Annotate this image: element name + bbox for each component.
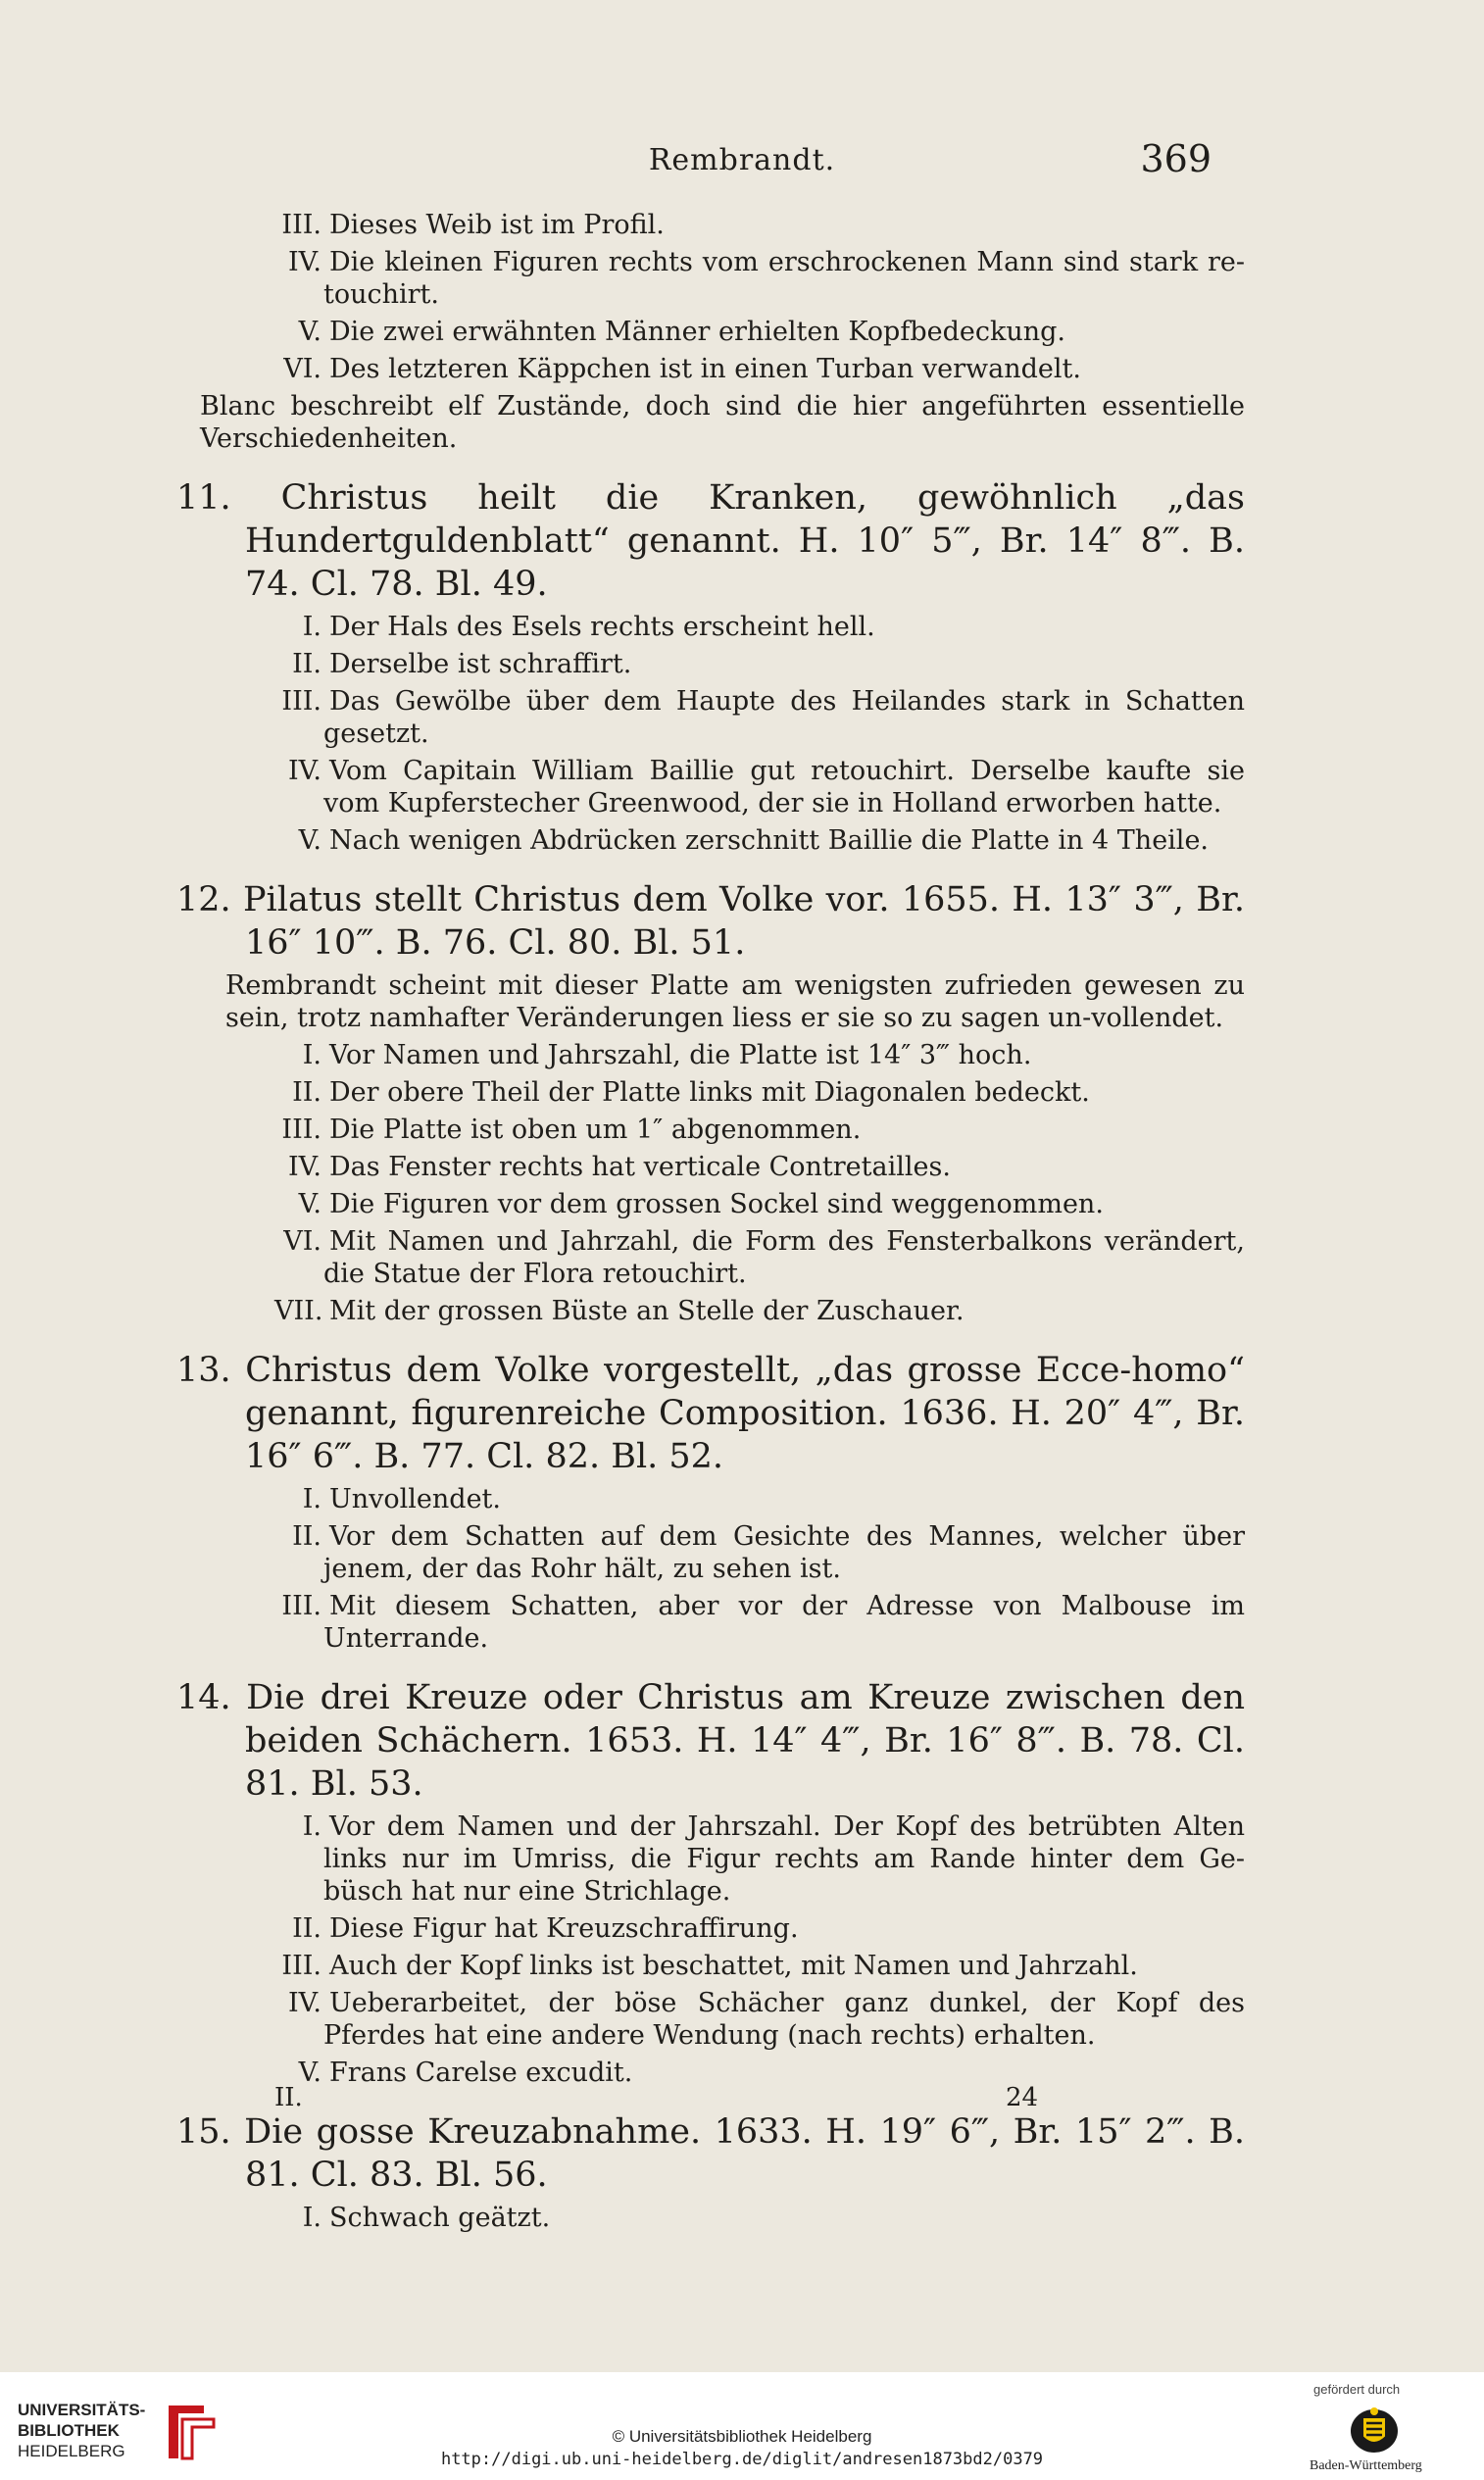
baden-wuerttemberg-crest-icon [1345, 2402, 1404, 2456]
state-item: III. Die Platte ist oben um 1″ abgenommen. [281, 1115, 862, 1145]
catalog-entry [176, 476, 1245, 857]
page-number: 369 [1140, 137, 1212, 180]
entry-heading: 11. Christus heilt die Kranken, gewöhnlich „das Hundertguldenblatt“ genannt. H. 10″ 5‴, Br. 14″ 8‴. B. 74. Cl. 78. Bl. 49. [176, 478, 1245, 604]
running-title: Rembrandt. [648, 143, 836, 177]
state-item: VI. Mit Namen und Jahrzahl, die Form des Fensterbalkons verändert, die Statue der Flora retouchirt. [283, 1226, 1245, 1289]
state-item: III. Dieses Weib ist im Profil. [281, 210, 665, 240]
state-item: IV. Ueberarbeitet, der böse Schächer ganz dunkel, der Kopf des Pferdes hat eine andere Wendung (nach rechts) erhalten. [287, 1988, 1245, 2051]
state-item: V. Frans Carelse excudit. [298, 2058, 633, 2088]
entry-heading: 12. Pilatus stellt Christus dem Volke vor. 1655. H. 13″ 3‴, Br. 16″ 10‴. B. 76. Cl. 80. Bl. 51. [176, 880, 1245, 963]
entry-note: Blanc beschreibt elf Zustände, doch sind die hier angeführten essentielle Verschiedenheiten. [200, 391, 1245, 454]
state-item: IV. Das Fenster rechts hat verticale Contretailles. [287, 1152, 951, 1182]
state-item: I. Vor Namen und Jahrszahl, die Platte ist 14″ 3‴ hoch. [302, 1040, 1032, 1070]
state-item: IV. Die kleinen Figuren rechts vom erschrockenen Mann sind stark re-touchirt. [287, 247, 1245, 310]
state-item: IV. Vom Capitain William Baillie gut retouchirt. Derselbe kaufte sie vom Kupferstecher Greenwood, der sie in Holland erworben hatte. [287, 756, 1245, 818]
page-header [0, 137, 1484, 196]
sponsor-name: Baden-Württemberg [1310, 2458, 1422, 2473]
state-item: I. Unvollendet. [302, 1484, 501, 1514]
state-item: I. Vor dem Namen und der Jahrszahl. Der Kopf des betrübten Alten links nur im Umriss, die Figur rechts am Rande hinter dem Ge-büsch hat nur eine Strichlage. [302, 1811, 1245, 1907]
catalog-entry [176, 878, 1245, 1327]
state-item: II. Der obere Theil der Platte links mit Diagonalen bedeckt. [292, 1077, 1090, 1108]
library-name-line1: UNIVERSITÄTS- [18, 2401, 146, 2419]
catalog-entry [176, 2110, 1245, 2234]
signature-mark: II. [274, 2083, 303, 2112]
catalog-entry [176, 1676, 1245, 2089]
sheet-number: 24 [1006, 2083, 1039, 2112]
state-item: II. Vor dem Schatten auf dem Gesichte des Mannes, welcher über jenem, der das Rohr hält, zu sehen ist. [292, 1521, 1245, 1584]
state-item: III. Auch der Kopf links ist beschattet, mit Namen und Jahrzahl. [281, 1951, 1138, 1981]
entry-continuation [176, 209, 1245, 455]
entry-note: Rembrandt scheint mit dieser Platte am wenigsten zufrieden gewesen zu sein, trotz namhafter Veränderungen liess er sie so zu sagen un-vollendet. [225, 970, 1245, 1033]
state-item: V. Die Figuren vor dem grossen Sockel sind weggenommen. [298, 1189, 1104, 1219]
state-item: VII. Mit der grossen Büste an Stelle der Zuschauer. [274, 1296, 965, 1326]
state-item: II. Diese Figur hat Kreuzschraffirung. [292, 1913, 799, 1944]
library-name-line2: BIBLIOTHEK [18, 2421, 120, 2440]
page-body [176, 204, 1245, 2239]
state-item: V. Nach wenigen Abdrücken zerschnitt Baillie die Platte in 4 Theile. [298, 825, 1209, 856]
library-name-line3: HEIDELBERG [18, 2442, 125, 2460]
entry-heading: 13. Christus dem Volke vorgestellt, „das grosse Ecce-homo“ genannt, figurenreiche Composition. 1636. H. 20″ 4‴, Br. 16″ 6‴. B. 77. Cl. 82. Bl. 52. [176, 1351, 1245, 1476]
entry-heading: 15. Die gosse Kreuzabnahme. 1633. H. 19″ 6‴, Br. 15″ 2‴. B. 81. Cl. 83. Bl. 56. [176, 2112, 1245, 2195]
catalog-entry [176, 1349, 1245, 1655]
state-item: VI. Des letzteren Käppchen ist in einen Turban verwandelt. [283, 354, 1081, 384]
state-item: III. Das Gewölbe über dem Haupte des Heilandes stark in Schatten gesetzt. [281, 686, 1245, 749]
state-item: I. Schwach geätzt. [302, 2203, 551, 2233]
state-item: II. Derselbe ist schraffirt. [292, 649, 632, 679]
entry-heading: 14. Die drei Kreuze oder Christus am Kreuze zwischen den beiden Schächern. 1653. H. 14″ 4‴, Br. 16″ 8‴. B. 78. Cl. 81. Bl. 53. [176, 1678, 1245, 1804]
sponsor-label: gefördert durch [1313, 2382, 1401, 2397]
state-item: III. Mit diesem Schatten, aber vor der Adresse von Malbouse im Unterrande. [281, 1591, 1245, 1654]
state-item: V. Die zwei erwähnten Männer erhielten Kopfbedeckung. [298, 317, 1065, 347]
copyright-notice: © Universitätsbibliothek Heidelberg [612, 2427, 872, 2446]
permalink-url[interactable]: http://digi.ub.uni-heidelberg.de/diglit/andresen1873bd2/0379 [440, 2450, 1044, 2469]
state-item: I. Der Hals des Esels rechts erscheint hell. [302, 612, 875, 642]
